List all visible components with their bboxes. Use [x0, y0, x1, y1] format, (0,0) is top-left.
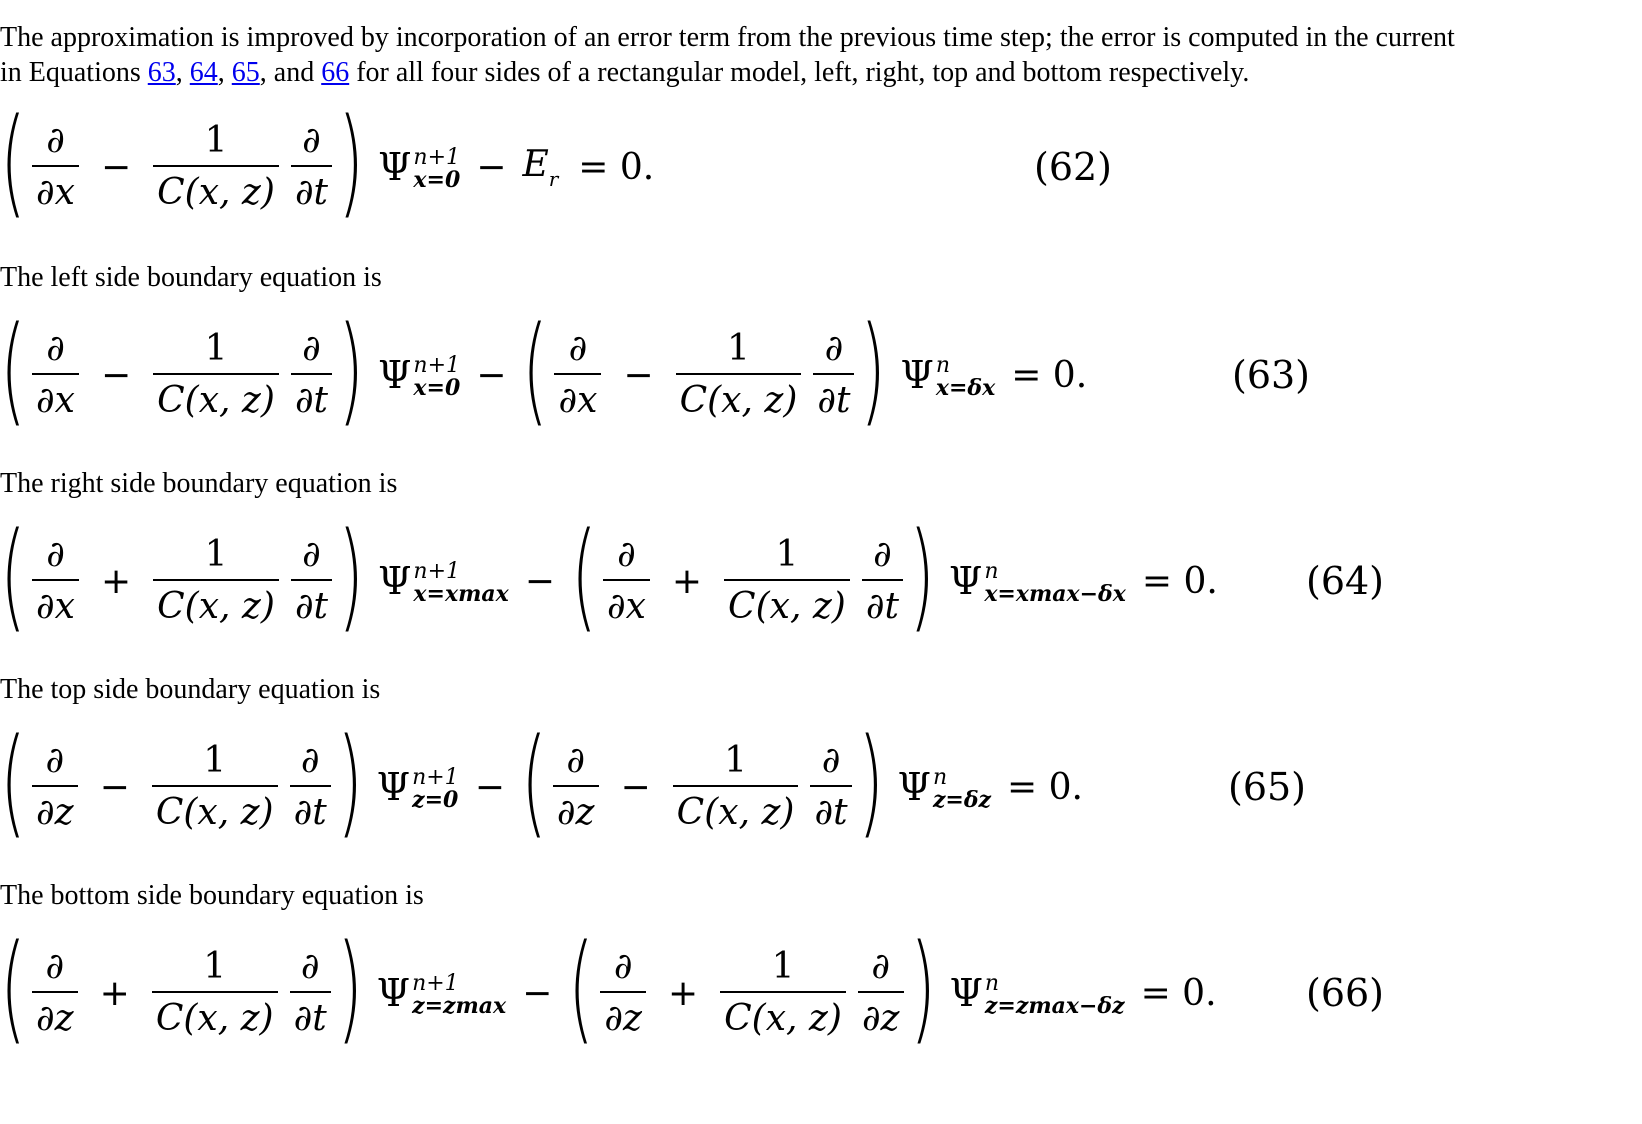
- math-token: ∂t: [290, 991, 331, 1039]
- math-token: [412, 973, 506, 1017]
- math-token: [985, 973, 1125, 1017]
- operator: −: [623, 354, 654, 396]
- math-token: ∂z: [858, 991, 904, 1039]
- math-token: ∂: [617, 534, 636, 575]
- math-token: [0, 918, 1217, 1056]
- math-token: ∂x: [603, 579, 650, 627]
- math-token: = 0.: [1007, 766, 1083, 808]
- math-token: z=0: [412, 787, 459, 813]
- fraction: [600, 947, 646, 1039]
- math-token: ∂t: [813, 373, 854, 421]
- math-token: ∂: [45, 946, 65, 987]
- math-token: [413, 355, 460, 399]
- fraction: [32, 329, 79, 421]
- math-token: [0, 300, 1088, 438]
- math-token: C(x, z): [720, 991, 846, 1039]
- psi-term: [378, 351, 460, 399]
- operator: −: [99, 766, 130, 808]
- math-token: n: [984, 559, 999, 584]
- parenthesis: (: [0, 918, 26, 1056]
- parenthesis: ): [337, 918, 363, 1056]
- parenthesis: (: [0, 300, 26, 438]
- fraction: [858, 947, 904, 1039]
- math-token: = 0.: [1140, 972, 1217, 1014]
- operator: −: [476, 354, 507, 396]
- math-token: ∂: [302, 328, 321, 369]
- psi-term: [901, 351, 996, 399]
- fraction: [720, 947, 846, 1039]
- equation-number: (66): [1306, 971, 1385, 1015]
- fraction: [553, 741, 599, 833]
- fraction: [152, 947, 278, 1039]
- math-token: [936, 355, 995, 399]
- parenthesis: (: [0, 92, 26, 230]
- equation-62: [0, 92, 1160, 230]
- parenthesis: (: [522, 300, 549, 438]
- math-token: [0, 712, 1083, 850]
- math-token: n: [984, 971, 1000, 996]
- math-token: C(x, z): [724, 579, 850, 627]
- parenthesis: ): [338, 300, 364, 438]
- math-token: Ψ: [378, 353, 412, 397]
- psi-term: [378, 143, 460, 191]
- math-token: ∂t: [810, 785, 851, 833]
- math-token: C(x, z): [673, 785, 799, 833]
- caption-right-side: The right side boundary equation is: [0, 468, 398, 499]
- math-token: [984, 561, 1126, 605]
- equation-number: (63): [1232, 353, 1311, 397]
- math-token: ∂: [46, 328, 65, 369]
- operator: −: [522, 972, 553, 1014]
- fraction: [603, 535, 650, 627]
- math-token: Ψ: [376, 765, 411, 809]
- math-token: [0, 92, 655, 230]
- fraction: [862, 535, 903, 627]
- fraction-d-dx: [32, 121, 79, 213]
- math-token: ∂x: [32, 373, 79, 421]
- math-token: n: [935, 353, 951, 378]
- math-token: ∂t: [291, 165, 332, 213]
- caption-bottom-side: The bottom side boundary equation is: [0, 880, 424, 911]
- parenthesis: ): [909, 506, 935, 644]
- math-token: ∂: [871, 946, 891, 987]
- fraction: [291, 535, 332, 627]
- fraction: [32, 947, 78, 1039]
- math-token: Ψ: [378, 145, 412, 189]
- equation-number: (65): [1228, 765, 1307, 809]
- equation-link-65[interactable]: 65: [231, 57, 260, 88]
- fraction: [810, 741, 851, 833]
- fraction: [32, 741, 78, 833]
- parenthesis: (: [0, 506, 26, 644]
- intro-line-2: in Equations 63, 64, 65, and 66 for all four sides of a rectangular model, left, right, top and bottom respectively.: [0, 57, 1250, 88]
- math-token: C(x, z): [153, 579, 279, 627]
- math-token: 1: [203, 946, 227, 987]
- error-term: [522, 144, 558, 191]
- math-token: 1: [775, 534, 799, 575]
- equation-64: [0, 506, 1440, 644]
- math-token: ∂: [300, 740, 320, 781]
- math-token: C(x, z): [153, 165, 279, 213]
- math-token: ∂z: [553, 785, 599, 833]
- math-token: n+1: [413, 353, 461, 378]
- math-token: ∂: [566, 740, 586, 781]
- math-token: [0, 506, 1218, 644]
- math-token: C(x, z): [676, 373, 802, 421]
- psi-term: [377, 969, 506, 1017]
- math-token: n+1: [413, 145, 461, 170]
- math-token: C(x, z): [152, 991, 278, 1039]
- parenthesis: ): [909, 918, 936, 1056]
- math-token: ∂t: [291, 373, 332, 421]
- math-token: Ψ: [948, 559, 983, 603]
- fraction: [290, 741, 331, 833]
- operator: −: [474, 766, 505, 808]
- math-token: [933, 767, 991, 811]
- math-token: ∂: [300, 946, 320, 987]
- psi-term: [949, 557, 1126, 605]
- fraction: [724, 535, 850, 627]
- math-token: E: [522, 143, 549, 185]
- equation-number: (64): [1306, 559, 1385, 603]
- math-token: ∂: [45, 740, 65, 781]
- fraction: [291, 329, 332, 421]
- math-token: ∂t: [291, 579, 332, 627]
- math-token: [413, 561, 508, 605]
- math-token: z=δz: [932, 787, 992, 813]
- fraction: [673, 741, 799, 833]
- math-token: 1: [727, 328, 750, 369]
- operator: −: [100, 354, 132, 396]
- math-token: = 0.: [1141, 560, 1218, 602]
- math-token: ∂z: [32, 785, 78, 833]
- math-token: r: [548, 166, 559, 191]
- math-token: z=zmax: [412, 993, 507, 1019]
- math-token: n: [932, 765, 948, 790]
- parenthesis: ): [338, 92, 364, 230]
- math-token: ∂: [46, 534, 65, 575]
- fraction: [676, 329, 802, 421]
- math-token: 1: [203, 740, 227, 781]
- parenthesis: ): [337, 712, 363, 850]
- math-token: x=δx: [935, 375, 996, 401]
- parenthesis: ): [338, 506, 364, 644]
- psi-term: [950, 969, 1125, 1017]
- math-token: ∂t: [862, 579, 903, 627]
- math-token: n+1: [412, 765, 459, 790]
- math-token: ∂x: [32, 165, 79, 213]
- math-token: Ψ: [378, 559, 412, 603]
- math-token: ∂: [613, 946, 633, 987]
- math-token: n+1: [412, 971, 459, 996]
- equation-link-66[interactable]: 66: [321, 57, 350, 88]
- math-token: 1: [204, 120, 228, 161]
- equation-number: (62): [1034, 145, 1113, 189]
- equation-link-63[interactable]: 63: [147, 57, 176, 88]
- operator: +: [100, 560, 132, 602]
- math-token: ∂z: [600, 991, 646, 1039]
- math-token: ∂x: [554, 373, 601, 421]
- fraction: [152, 741, 278, 833]
- math-token: ∂x: [32, 579, 79, 627]
- operator: −: [620, 766, 651, 808]
- math-token: 1: [771, 946, 795, 987]
- equation-link-64[interactable]: 64: [189, 57, 218, 88]
- equation-66: [0, 918, 1440, 1056]
- math-token: ∂: [821, 740, 841, 781]
- math-token: ∂: [46, 120, 65, 161]
- parenthesis: (: [0, 712, 26, 850]
- caption-left-side: The left side boundary equation is: [0, 262, 382, 293]
- math-token: z=zmax−δz: [984, 993, 1125, 1019]
- math-token: [413, 147, 460, 191]
- fraction-1-over-c: [153, 121, 279, 213]
- psi-term: [898, 763, 991, 811]
- math-token: x=0: [413, 375, 461, 401]
- math-token: Ψ: [897, 765, 931, 809]
- math-token: Ψ: [949, 971, 983, 1015]
- math-token: Ψ: [900, 353, 934, 397]
- caption-top-side: The top side boundary equation is: [0, 674, 381, 705]
- math-token: ∂: [873, 534, 892, 575]
- fraction: [32, 535, 79, 627]
- fraction-d-dt: [291, 121, 332, 213]
- psi-term: [377, 763, 459, 811]
- fraction: [153, 329, 279, 421]
- math-token: ∂: [302, 534, 321, 575]
- math-token: x=0: [413, 167, 461, 193]
- fraction: [153, 535, 279, 627]
- intro-line-1: The approximation is improved by incorporation of an error term from the previous time step; the error is computed in the current: [0, 22, 1455, 53]
- parenthesis: ): [857, 712, 884, 850]
- operator: +: [667, 972, 699, 1014]
- operator: +: [671, 560, 703, 602]
- parenthesis: (: [571, 506, 597, 644]
- math-token: C(x, z): [152, 785, 278, 833]
- math-token: = 0.: [578, 146, 655, 188]
- math-token: ∂t: [290, 785, 331, 833]
- parenthesis: (: [568, 918, 595, 1056]
- intro-paragraph: [0, 20, 1642, 90]
- math-token: n+1: [413, 559, 461, 584]
- parenthesis: (: [521, 712, 547, 850]
- psi-term: [378, 557, 509, 605]
- equation-63: [0, 300, 1360, 438]
- fraction: [290, 947, 331, 1039]
- parenthesis: ): [860, 300, 887, 438]
- operator: +: [99, 972, 130, 1014]
- operator: −: [524, 560, 555, 602]
- equation-65: [0, 712, 1360, 850]
- math-token: x=xmax: [413, 581, 509, 607]
- math-token: = 0.: [1011, 354, 1088, 396]
- math-token: 1: [724, 740, 748, 781]
- math-token: Ψ: [376, 971, 411, 1015]
- math-token: ∂: [824, 328, 844, 369]
- math-token: ∂z: [32, 991, 78, 1039]
- operator: −: [476, 146, 507, 188]
- math-token: x=xmax−δx: [984, 581, 1126, 607]
- math-token: ∂: [302, 120, 321, 161]
- fraction: [813, 329, 854, 421]
- operator: −: [100, 146, 132, 188]
- fraction: [554, 329, 601, 421]
- math-token: 1: [204, 534, 228, 575]
- math-token: [412, 767, 459, 811]
- math-token: C(x, z): [153, 373, 279, 421]
- math-token: 1: [204, 328, 228, 369]
- math-token: ∂: [568, 328, 588, 369]
